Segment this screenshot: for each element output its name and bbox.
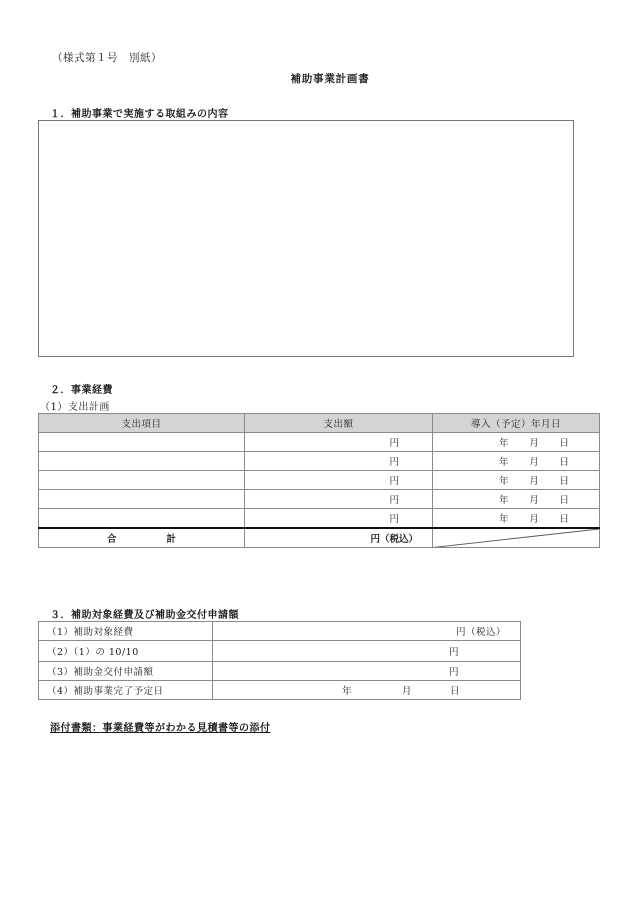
- column-header-item: 支出項目: [39, 414, 245, 433]
- year-label: 年: [499, 438, 509, 449]
- section2-heading: ２．事業経費: [50, 385, 113, 396]
- expenditure-plan-subheading: （1）支出計画: [40, 402, 110, 413]
- table-row: [39, 662, 521, 681]
- ratio-label: （2）（1）の 10/10: [39, 641, 213, 662]
- total-date-disabled-cell: [433, 528, 600, 548]
- expense-date-cell[interactable]: [433, 490, 600, 509]
- month-label: 月: [529, 476, 539, 487]
- year-label: 年: [499, 476, 509, 487]
- section3-heading: ３．補助対象経費及び補助金交付申請額: [50, 610, 239, 621]
- expense-item-cell[interactable]: [39, 433, 245, 452]
- day-label: 日: [450, 686, 461, 697]
- year-label: 年: [499, 495, 509, 506]
- activity-content-field[interactable]: [38, 120, 574, 357]
- day-label: 日: [559, 495, 569, 506]
- attachment-note: 添付書類：事業経費等がわかる見積書等の添付: [50, 723, 271, 734]
- total-amount-cell[interactable]: 円（税込）: [245, 528, 433, 548]
- day-label: 日: [559, 513, 569, 525]
- expense-date-cell[interactable]: [433, 452, 600, 471]
- month-label: 月: [529, 438, 539, 449]
- expense-amount-cell[interactable]: 円: [245, 509, 433, 528]
- column-header-amount: 支出額: [245, 414, 433, 433]
- unit-label: 円: [448, 647, 459, 658]
- table-row: [39, 641, 521, 662]
- table-row: [39, 452, 600, 471]
- requested-amount-label: （3）補助金交付申請額: [39, 662, 213, 681]
- section1-heading: １．補助事業で実施する取組みの内容: [50, 109, 229, 120]
- form-number: （様式第１号 別紙）: [52, 52, 162, 64]
- unit-label: 円: [448, 667, 459, 678]
- expense-date-cell[interactable]: [433, 471, 600, 490]
- expense-item-cell[interactable]: [39, 452, 245, 471]
- diagonal-strike-icon: [433, 529, 599, 548]
- subsidy-table: [38, 621, 521, 700]
- ratio-amount-field[interactable]: [213, 641, 521, 662]
- expense-amount-cell[interactable]: 円: [245, 471, 433, 490]
- year-label: 年: [342, 686, 353, 697]
- eligible-cost-field[interactable]: [213, 622, 521, 641]
- expense-item-cell[interactable]: [39, 471, 245, 490]
- expenditure-header-row: [39, 414, 600, 433]
- total-label: 合計: [39, 528, 245, 548]
- completion-date-field[interactable]: [213, 681, 521, 700]
- expense-amount-cell[interactable]: 円: [245, 433, 433, 452]
- table-row: [39, 471, 600, 490]
- year-label: 年: [499, 513, 509, 525]
- month-label: 月: [529, 457, 539, 468]
- table-row: [39, 509, 600, 528]
- table-row: [39, 433, 600, 452]
- expense-amount-cell[interactable]: 円: [245, 490, 433, 509]
- month-label: 月: [529, 513, 539, 525]
- document-title: 補助事業計画書: [290, 73, 370, 85]
- expense-amount-cell[interactable]: 円: [245, 452, 433, 471]
- expenditure-table: [38, 413, 600, 548]
- day-label: 日: [559, 457, 569, 468]
- requested-amount-field[interactable]: [213, 662, 521, 681]
- table-row: [39, 681, 521, 700]
- day-label: 日: [559, 438, 569, 449]
- total-row: [39, 528, 600, 548]
- day-label: 日: [559, 476, 569, 487]
- month-label: 月: [529, 495, 539, 506]
- expense-item-cell[interactable]: [39, 490, 245, 509]
- eligible-cost-label: （1）補助対象経費: [39, 622, 213, 641]
- unit-label: 円（税込）: [455, 627, 506, 638]
- year-label: 年: [499, 457, 509, 468]
- column-header-date: 導入（予定）年月日: [433, 414, 600, 433]
- expense-date-cell[interactable]: [433, 509, 600, 528]
- table-row: [39, 490, 600, 509]
- expense-date-cell[interactable]: [433, 433, 600, 452]
- expense-item-cell[interactable]: [39, 509, 245, 528]
- completion-date-label: （4）補助事業完了予定日: [39, 681, 213, 700]
- table-row: [39, 622, 521, 641]
- month-label: 月: [402, 686, 413, 697]
